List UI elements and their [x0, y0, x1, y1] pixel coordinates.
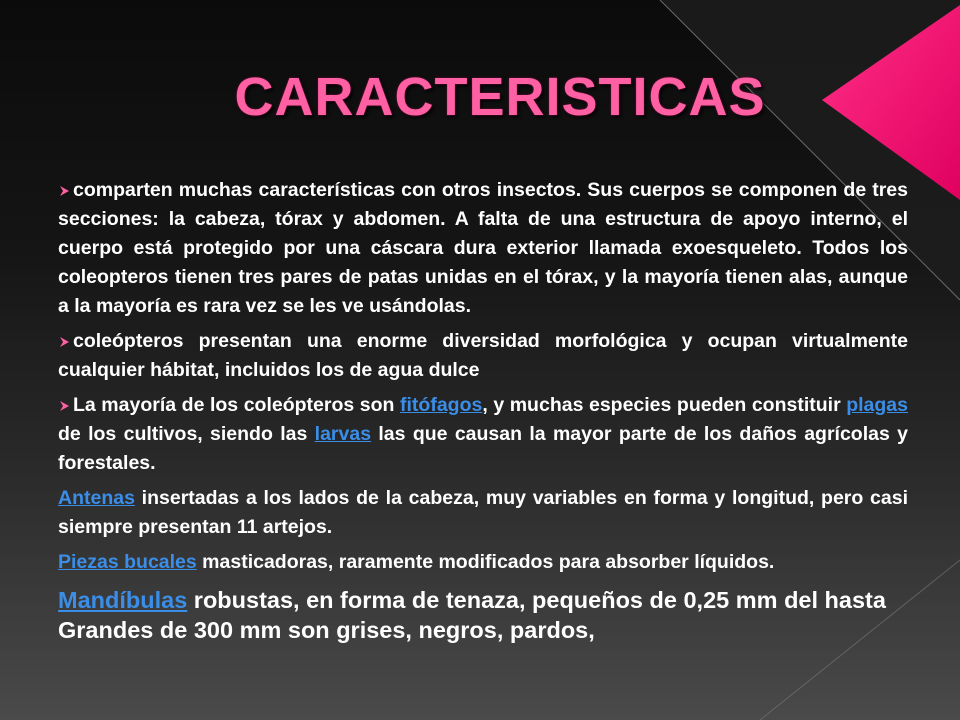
- link-plagas[interactable]: plagas: [846, 394, 908, 416]
- paragraph-2: [58, 327, 908, 385]
- paragraph-3-text-3: de los cultivos, siendo las: [58, 423, 315, 445]
- paragraph-6: [58, 585, 908, 645]
- paragraph-3-text-2: , y muchas especies pueden constituir: [482, 394, 847, 416]
- link-larvas[interactable]: larvas: [314, 423, 372, 445]
- paragraph-2-text: coleópteros presentan una enorme diversidad morfológica y ocupan virtualmente cualquier hábitat, incluidos los de agua dulce: [58, 330, 908, 381]
- paragraph-3: [58, 391, 908, 478]
- paragraph-1: [58, 176, 908, 321]
- paragraph-3-text-1: La mayoría de los coleópteros son: [73, 394, 401, 416]
- arrow-bullet-icon: [58, 336, 70, 348]
- arrow-bullet-icon: [58, 400, 70, 412]
- paragraph-3-text-4: las que causan la mayor parte de los daños agrícolas y forestales.: [58, 423, 908, 474]
- paragraph-4-text: insertadas a los lados de la cabeza, muy variables en forma y longitud, pero casi siempre presentan 11 artejos.: [58, 487, 908, 538]
- paragraph-1-text: comparten muchas características con otros insectos. Sus cuerpos se componen de tres secciones: la cabeza, tórax y abdomen. A falta de una estructura de apoyo interno, el cuerpo está protegido por una cáscara dura exterior llamada exoesqueleto. Todos los coleopteros tienen tres pares de patas unidas en el tórax, y la mayoría tienen alas, aunque a la mayoría es rara vez se les ve usándolas.: [58, 179, 908, 317]
- link-piezas-bucales[interactable]: Piezas bucales: [58, 551, 197, 573]
- arrow-bullet-icon: [58, 185, 70, 197]
- paragraph-5-text: masticadoras, raramente modificados para absorber líquidos.: [196, 551, 775, 573]
- link-fitofagos[interactable]: fitófagos: [400, 394, 483, 416]
- slide-title: CARACTERISTICAS: [234, 67, 766, 127]
- paragraph-5: [58, 548, 908, 577]
- link-mandibulas[interactable]: Mandíbulas: [58, 587, 188, 613]
- slide-body: [58, 176, 908, 651]
- link-antenas[interactable]: Antenas: [58, 487, 135, 509]
- paragraph-6-text: robustas, en forma de tenaza, pequeños de 0,25 mm del hasta Grandes de 300 mm son grises, negros, pardos,: [58, 587, 886, 643]
- paragraph-4: [58, 484, 908, 542]
